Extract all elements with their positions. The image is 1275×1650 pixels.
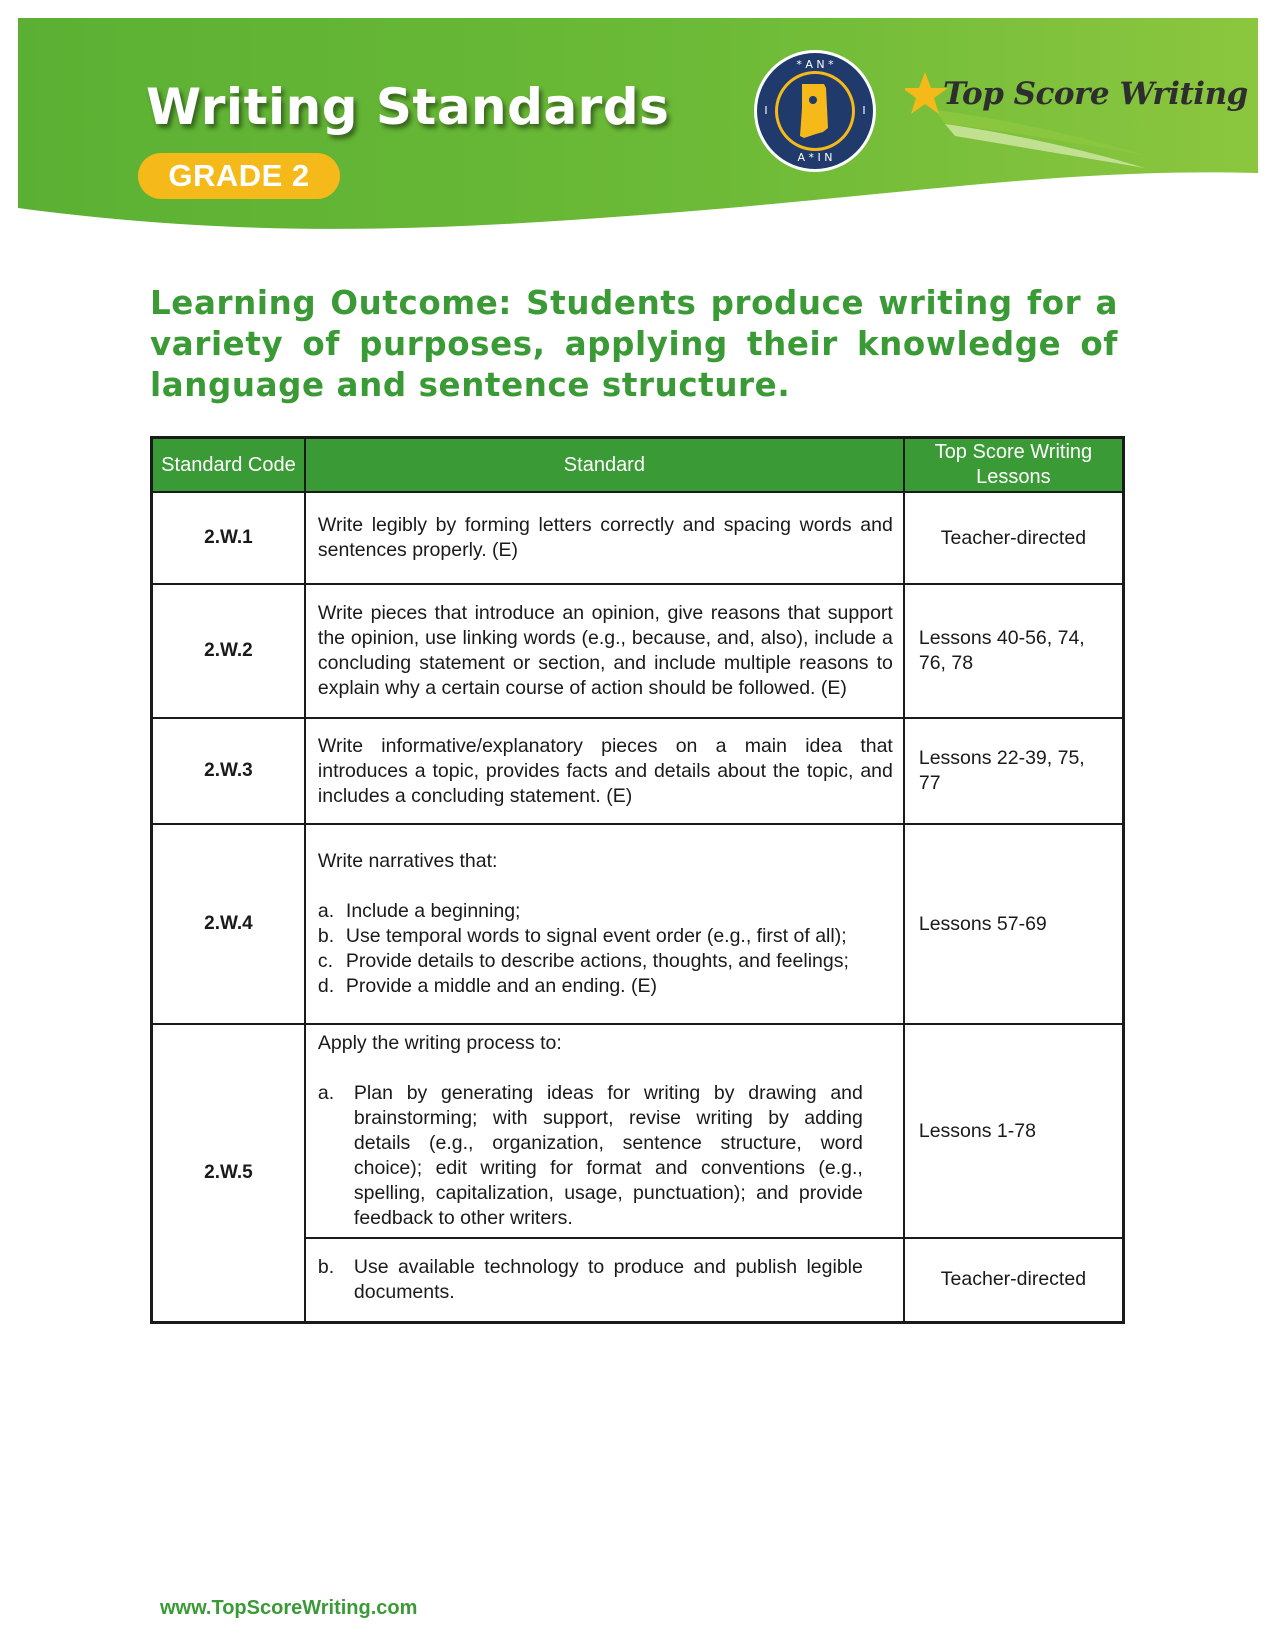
lessons-cell: Teacher-directed	[904, 1238, 1124, 1322]
standard-code: 2.W.2	[152, 584, 305, 718]
svg-text:* A N *: * A N *	[796, 58, 834, 71]
table-row	[152, 824, 1124, 1024]
list-item	[318, 1081, 863, 1231]
standard-code: 2.W.4	[152, 824, 305, 1024]
table-row	[152, 718, 1124, 824]
list-marker: b.	[317, 925, 335, 947]
column-header-standard: Standard	[305, 438, 904, 493]
lessons-cell: Lessons 22-39, 75, 77	[904, 718, 1124, 824]
list-item-text: Provide a middle and an ending. (E)	[345, 975, 658, 997]
list-item-text: Include a beginning;	[345, 900, 521, 922]
standard-intro: Write narratives that:	[317, 850, 498, 872]
list-item	[318, 899, 893, 924]
list-item	[318, 949, 893, 974]
list-item-text: Use temporal words to signal event order (e.g., first of all);	[345, 925, 847, 947]
lessons-cell: Lessons 40-56, 74, 76, 78	[904, 584, 1124, 718]
list-item	[318, 1255, 863, 1305]
svg-text:I: I	[862, 104, 866, 117]
list-marker: b.	[317, 1255, 335, 1278]
standard-text: Write informative/explanatory pieces on a main idea that introduces a topic, provides facts and details about the topic, and includes a concluding statement. (E)	[305, 718, 904, 824]
standard-code: 2.W.5	[152, 1024, 305, 1322]
table-row	[152, 1024, 1124, 1238]
column-header-lessons: Top Score Writing Lessons	[904, 438, 1124, 493]
table-row	[152, 584, 1124, 718]
list-item	[318, 974, 893, 999]
indiana-seal-icon	[752, 48, 878, 174]
footer-url: www.TopScoreWriting.com	[160, 1597, 418, 1619]
table-header-row	[152, 438, 1124, 493]
lessons-cell: Teacher-directed	[904, 492, 1124, 584]
list-marker: a.	[317, 1082, 335, 1104]
svg-text:A * I N: A * I N	[797, 151, 833, 164]
list-item	[318, 924, 893, 949]
list-item-text: Plan by generating ideas for writing by drawing and brainstorming; with support, revise writing by adding details (e.g., organization, sentence structure, word choice); edit writing for format and conventions (e.g., spelling, capitalization, usage, punctuation); and provide feedback to other writers.	[353, 1082, 863, 1229]
standards-table	[150, 436, 1125, 1324]
top-score-writing-logo	[905, 50, 1248, 170]
learning-outcome: Learning Outcome: Students produce writing for a variety of purposes, applying their knowledge of language and sentence structure.	[150, 284, 1118, 404]
standard-code: 2.W.3	[152, 718, 305, 824]
list-marker: d.	[317, 975, 335, 997]
logo-text: Top Score Writing	[943, 76, 1248, 112]
standard-code: 2.W.1	[152, 492, 305, 584]
list-marker: c.	[317, 950, 334, 972]
svg-text:I: I	[764, 104, 768, 117]
list-item-text: Use available technology to produce and publish legible documents.	[353, 1255, 863, 1303]
list-item-text: Provide details to describe actions, thoughts, and feelings;	[345, 950, 849, 972]
standard-intro: Apply the writing process to:	[317, 1032, 562, 1054]
standard-text: Write legibly by forming letters correctly and spacing words and sentences properly. (E)	[305, 492, 904, 584]
lessons-cell: Lessons 57-69	[904, 824, 1124, 1024]
standard-text	[305, 1238, 904, 1322]
standard-text	[305, 1024, 904, 1238]
grade-badge: GRADE 2	[138, 153, 340, 199]
table-row	[152, 492, 1124, 584]
list-marker: a.	[317, 900, 335, 922]
column-header-code: Standard Code	[152, 438, 305, 493]
lessons-cell: Lessons 1-78	[904, 1024, 1124, 1238]
standard-text	[305, 824, 904, 1024]
page-title: Writing Standards	[146, 78, 670, 136]
standard-text: Write pieces that introduce an opinion, give reasons that support the opinion, use linking words (e.g., because, and, also), include a concluding statement or section, and include multiple reasons to explain why a certain course of action should be followed. (E)	[305, 584, 904, 718]
